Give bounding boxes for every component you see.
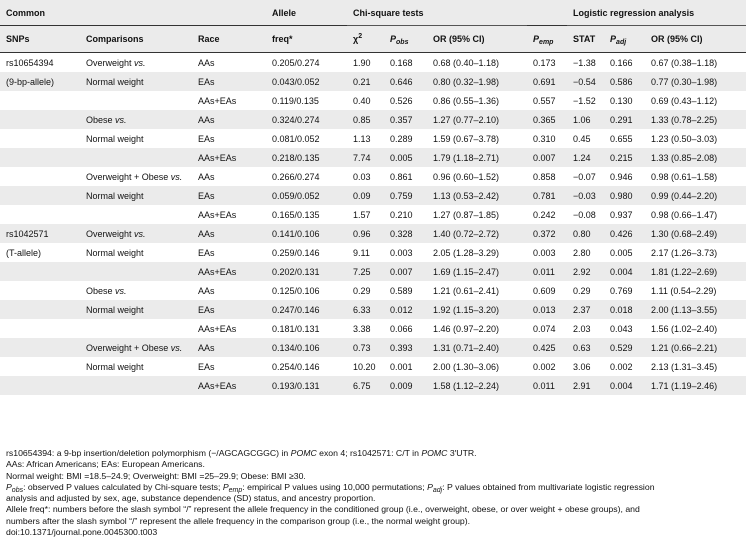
- stat-cell: 1.06: [567, 110, 604, 129]
- allele-freq-cell: 0.202/0.131: [266, 262, 347, 281]
- header-or-ci-2: OR (95% CI): [645, 26, 746, 53]
- p-emp-cell: 0.242: [533, 209, 556, 220]
- allele-freq-cell: 0.181/0.131: [272, 323, 320, 334]
- or-ci-2-cell: 0.98 (0.61–1.58): [651, 171, 718, 182]
- snp-cell: (T-allele): [6, 247, 42, 258]
- race-cell: AAs+EAs: [198, 323, 237, 334]
- race-cell: AAs+EAs: [198, 209, 237, 220]
- or-ci-2-cell: 1.11 (0.54–2.29): [651, 285, 717, 296]
- snp-cell: rs1042571: [0, 224, 80, 243]
- header-freq: freq*: [266, 26, 347, 53]
- p-obs-cell: 0.005: [384, 148, 427, 167]
- p-emp-cell: 0.609: [533, 285, 556, 296]
- p-emp-cell: 0.002: [533, 361, 556, 372]
- table-row: [0, 376, 746, 395]
- table-footnotes: [0, 448, 746, 538]
- header-logistic-group: Logistic regression analysis: [567, 0, 746, 26]
- or-ci-cell: 1.40 (0.72–2.72): [427, 224, 527, 243]
- allele-freq-cell: 0.266/0.274: [272, 171, 320, 182]
- stat-cell: −0.07: [573, 171, 596, 182]
- chi2-cell: 0.03: [353, 171, 371, 182]
- snp-cell: [0, 91, 80, 110]
- chi2-cell: 3.38: [353, 323, 371, 334]
- or-ci-cell: 1.79 (1.18–2.71): [427, 148, 527, 167]
- race-cell: AAs: [198, 171, 215, 182]
- stat-cell: 2.03: [573, 323, 591, 334]
- footnote-race: AAs: African Americans; EAs: European Americans.: [6, 459, 205, 470]
- or-ci-2-cell: 1.33 (0.85–2.08): [645, 148, 746, 167]
- allele-freq-cell: 0.205/0.274: [266, 53, 347, 73]
- or-ci-cell: 1.21 (0.61–2.41): [433, 285, 500, 296]
- or-ci-cell: 1.31 (0.71–2.40): [427, 338, 527, 357]
- stat-cell: −0.03: [567, 186, 604, 205]
- table-row: [0, 167, 746, 186]
- or-ci-cell: 1.92 (1.15–3.20): [427, 300, 527, 319]
- comparison-cell: [80, 319, 192, 338]
- comparison-cell: Normal weight: [80, 300, 192, 319]
- header-stat: STAT: [567, 26, 604, 53]
- race-cell: AAs: [192, 224, 266, 243]
- stat-cell: 0.45: [573, 133, 591, 144]
- header-comparisons: Comparisons: [80, 26, 192, 53]
- comparison-cell: Overweight + Obese vs.: [86, 171, 183, 182]
- or-ci-cell: 1.46 (0.97–2.20): [433, 323, 500, 334]
- p-obs-cell: 0.289: [390, 133, 413, 144]
- chi2-cell: 6.33: [347, 300, 384, 319]
- header-snps: SNPs: [0, 26, 80, 53]
- chi2-cell: 1.13: [353, 133, 371, 144]
- comparison-cell: [80, 205, 192, 224]
- chi2-cell: 7.74: [347, 148, 384, 167]
- p-obs-cell: 0.066: [390, 323, 413, 334]
- or-ci-2-cell: 0.77 (0.30–1.98): [645, 72, 746, 91]
- or-ci-2-cell: 0.67 (0.38–1.18): [645, 53, 746, 73]
- chi2-cell: 9.11: [353, 247, 370, 258]
- race-cell: AAs+EAs: [198, 95, 237, 106]
- comparison-cell: [80, 376, 192, 395]
- allele-freq-cell: 0.254/0.146: [272, 361, 320, 372]
- p-emp-cell: 0.425: [527, 338, 567, 357]
- p-obs-cell: 0.003: [390, 247, 413, 258]
- comparison-cell: Normal weight: [86, 361, 144, 372]
- header-chi-square-group: Chi-square tests: [347, 0, 527, 26]
- header-common: Common: [0, 0, 80, 26]
- comparison-cell: Normal weight: [80, 186, 192, 205]
- race-cell: AAs+EAs: [192, 148, 266, 167]
- p-emp-cell: 0.007: [527, 148, 567, 167]
- p-emp-cell: 0.781: [527, 186, 567, 205]
- footnote-pvalues: $P_{obs}$: observed P values calculated by Chi-square tests; $P_{emp}$: empirical P values using 10,000 permutations; $P_{adj}$: P values obtained from multivariate logistic regression: [6, 481, 655, 494]
- chi2-cell: 0.73: [347, 338, 384, 357]
- p-adj-cell: 0.291: [604, 110, 645, 129]
- snp-cell: [0, 129, 80, 148]
- or-ci-2-cell: 1.21 (0.66–2.21): [645, 338, 746, 357]
- allele-freq-cell: 0.193/0.131: [266, 376, 347, 395]
- or-ci-cell: 1.27 (0.77–2.10): [427, 110, 527, 129]
- race-cell: EAs: [192, 72, 266, 91]
- stat-cell: −1.52: [573, 95, 596, 106]
- or-ci-cell: 0.68 (0.40–1.18): [427, 53, 527, 73]
- stat-cell: 0.63: [567, 338, 604, 357]
- or-ci-2-cell: 1.23 (0.50–3.03): [651, 133, 718, 144]
- footnote-allele-freq-cont: numbers after the slash symbol “/” represent the allele frequency in the comparison group (i.e., the normal weight group).: [6, 515, 471, 526]
- chi2-cell: 0.85: [347, 110, 384, 129]
- p-emp-cell: 0.691: [527, 72, 567, 91]
- table-row: [0, 300, 746, 319]
- p-emp-cell: 0.074: [533, 323, 556, 334]
- p-obs-cell: 0.646: [384, 72, 427, 91]
- chi2-cell: 6.75: [347, 376, 384, 395]
- p-emp-cell: 0.858: [533, 171, 556, 182]
- snp-cell: [0, 148, 80, 167]
- chi2-cell: 10.20: [353, 361, 376, 372]
- table-row: [0, 205, 746, 224]
- snp-cell: [0, 110, 80, 129]
- or-ci-2-cell: 1.71 (1.19–2.46): [645, 376, 746, 395]
- comparison-cell: [80, 91, 192, 110]
- snp-cell: [0, 338, 80, 357]
- snp-cell: [0, 300, 80, 319]
- table-row: [0, 91, 746, 110]
- p-emp-cell: 0.557: [533, 95, 556, 106]
- or-ci-2-cell: 2.13 (1.31–3.45): [651, 361, 718, 372]
- snp-cell: [0, 262, 80, 281]
- chi2-cell: 0.29: [353, 285, 371, 296]
- or-ci-cell: 1.59 (0.67–3.78): [433, 133, 500, 144]
- footnote-bmi: Normal weight: BMI =18.5–24.9; Overweight: BMI =25–29.9; Obese: BMI ≥30.: [6, 470, 306, 481]
- snp-cell: [0, 357, 80, 376]
- comparison-cell: [80, 262, 192, 281]
- or-ci-2-cell: 0.69 (0.43–1.12): [651, 95, 718, 106]
- race-cell: EAs: [198, 133, 215, 144]
- footnote-snps: rs10654394: a 9-bp insertion/deletion polymorphism (−/AGCAGCGGC) in POMC exon 4; rs1042571: C/T in POMC 3′UTR.: [6, 448, 477, 458]
- p-obs-cell: 0.526: [390, 95, 413, 106]
- p-adj-cell: 0.004: [604, 262, 645, 281]
- comparison-cell: Normal weight: [86, 133, 144, 144]
- comparison-cell: Overweight + Obese vs.: [80, 338, 192, 357]
- table-row: [0, 186, 746, 205]
- table-row: [0, 53, 746, 73]
- p-obs-cell: 0.168: [384, 53, 427, 73]
- header-p-emp: $P_{emp}$: [527, 26, 567, 53]
- header-p-adj: $P_{adj}$: [604, 26, 645, 53]
- comparison-cell: [80, 148, 192, 167]
- table-row: [0, 224, 746, 243]
- p-adj-cell: 0.946: [610, 171, 633, 182]
- or-ci-2-cell: 1.81 (1.22–2.69): [645, 262, 746, 281]
- table-row: [0, 281, 746, 300]
- stat-cell: 2.80: [573, 247, 591, 258]
- race-cell: EAs: [192, 300, 266, 319]
- p-adj-cell: 0.018: [604, 300, 645, 319]
- p-adj-cell: 0.004: [604, 376, 645, 395]
- p-obs-cell: 0.759: [384, 186, 427, 205]
- doi-link[interactable]: doi:10.1371/journal.pone.0045300.t003: [6, 527, 158, 538]
- allele-freq-cell: 0.165/0.135: [272, 209, 320, 220]
- race-cell: AAs+EAs: [192, 376, 266, 395]
- comparison-cell: Normal weight: [80, 72, 192, 91]
- race-cell: EAs: [198, 247, 215, 258]
- p-obs-cell: 0.589: [390, 285, 413, 296]
- allele-freq-cell: 0.259/0.146: [272, 247, 320, 258]
- or-ci-2-cell: 1.33 (0.78–2.25): [645, 110, 746, 129]
- snp-cell: rs10654394: [0, 53, 80, 73]
- race-cell: AAs+EAs: [192, 262, 266, 281]
- race-cell: AAs: [192, 338, 266, 357]
- chi2-cell: 0.96: [347, 224, 384, 243]
- p-emp-cell: 0.011: [527, 376, 567, 395]
- snp-cell: (9-bp-allele): [0, 72, 80, 91]
- stat-cell: 0.80: [567, 224, 604, 243]
- table-row: [0, 262, 746, 281]
- p-adj-cell: 0.655: [610, 133, 633, 144]
- p-adj-cell: 0.586: [604, 72, 645, 91]
- p-adj-cell: 0.215: [604, 148, 645, 167]
- stat-cell: 3.06: [573, 361, 591, 372]
- p-adj-cell: 0.937: [610, 209, 633, 220]
- or-ci-cell: 1.58 (1.12–2.24): [427, 376, 527, 395]
- p-obs-cell: 0.357: [384, 110, 427, 129]
- p-obs-cell: 0.861: [390, 171, 413, 182]
- header-row-2: [0, 26, 746, 53]
- allele-freq-cell: 0.218/0.135: [266, 148, 347, 167]
- race-cell: EAs: [198, 361, 215, 372]
- table-row: [0, 243, 746, 262]
- chi2-cell: 1.90: [347, 53, 384, 73]
- p-emp-cell: 0.372: [527, 224, 567, 243]
- or-ci-cell: 0.96 (0.60–1.52): [433, 171, 500, 182]
- allele-freq-cell: 0.247/0.146: [266, 300, 347, 319]
- p-adj-cell: 0.130: [610, 95, 633, 106]
- chi2-cell: 1.57: [353, 209, 371, 220]
- stat-cell: −0.54: [567, 72, 604, 91]
- chi2-cell: 0.09: [347, 186, 384, 205]
- snp-cell: [0, 281, 80, 300]
- or-ci-cell: 0.86 (0.55–1.36): [433, 95, 500, 106]
- p-emp-cell: 0.310: [533, 133, 556, 144]
- or-ci-cell: 1.27 (0.87–1.85): [433, 209, 500, 220]
- allele-freq-cell: 0.119/0.135: [272, 95, 319, 106]
- p-adj-cell: 0.529: [604, 338, 645, 357]
- p-emp-cell: 0.365: [527, 110, 567, 129]
- p-adj-cell: 0.043: [610, 323, 633, 334]
- p-emp-cell: 0.003: [533, 247, 556, 258]
- race-cell: AAs: [192, 110, 266, 129]
- comparison-cell: Obese vs.: [80, 110, 192, 129]
- p-obs-cell: 0.007: [384, 262, 427, 281]
- p-emp-cell: 0.173: [527, 53, 567, 73]
- table-row: [0, 357, 746, 376]
- p-adj-cell: 0.002: [610, 361, 633, 372]
- stat-cell: 2.91: [567, 376, 604, 395]
- allele-freq-cell: 0.141/0.106: [266, 224, 347, 243]
- snp-cell: [0, 319, 80, 338]
- footnote-pvalues-cont: analysis and adjusted by sex, age, substance dependence (SD) status, and ancestry proportion.: [6, 493, 376, 504]
- table-row: [0, 129, 746, 148]
- or-ci-2-cell: 2.00 (1.13–3.55): [645, 300, 746, 319]
- race-cell: EAs: [192, 186, 266, 205]
- stat-cell: −1.38: [567, 53, 604, 73]
- p-adj-cell: 0.005: [610, 247, 633, 258]
- table-row: [0, 110, 746, 129]
- allele-freq-cell: 0.324/0.274: [266, 110, 347, 129]
- p-obs-cell: 0.210: [390, 209, 413, 220]
- p-obs-cell: 0.012: [384, 300, 427, 319]
- chi2-cell: 7.25: [347, 262, 384, 281]
- stat-cell: 2.37: [567, 300, 604, 319]
- race-cell: AAs: [198, 285, 215, 296]
- p-adj-cell: 0.980: [604, 186, 645, 205]
- p-obs-cell: 0.001: [390, 361, 413, 372]
- p-emp-cell: 0.013: [527, 300, 567, 319]
- p-adj-cell: 0.166: [604, 53, 645, 73]
- footnote-allele-freq: Allele freq*: numbers before the slash symbol “/” represent the allele frequency in the conditioned group (i.e., overweight, obese, or over weight + obese groups), and: [6, 504, 640, 515]
- header-or-ci: OR (95% CI): [427, 26, 527, 53]
- or-ci-2-cell: 1.30 (0.68–2.49): [645, 224, 746, 243]
- comparison-cell: Overweight vs.: [80, 53, 192, 73]
- header-allele: Allele: [266, 0, 347, 26]
- p-obs-cell: 0.328: [384, 224, 427, 243]
- p-obs-cell: 0.393: [384, 338, 427, 357]
- comparison-cell: Overweight vs.: [80, 224, 192, 243]
- stat-cell: 2.92: [567, 262, 604, 281]
- allele-freq-cell: 0.081/0.052: [272, 133, 320, 144]
- or-ci-2-cell: 0.99 (0.44–2.20): [645, 186, 746, 205]
- p-adj-cell: 0.426: [604, 224, 645, 243]
- or-ci-cell: 2.05 (1.28–3.29): [433, 247, 500, 258]
- header-chi2: $\chi^2$: [347, 26, 384, 53]
- or-ci-cell: 1.69 (1.15–2.47): [427, 262, 527, 281]
- allele-freq-cell: 0.134/0.106: [266, 338, 347, 357]
- snp-cell: [0, 205, 80, 224]
- snp-cell: [0, 167, 80, 186]
- table-row: [0, 338, 746, 357]
- p-obs-cell: 0.009: [384, 376, 427, 395]
- table-row: [0, 148, 746, 167]
- allele-freq-cell: 0.059/0.052: [266, 186, 347, 205]
- snp-cell: [0, 186, 80, 205]
- allele-freq-cell: 0.125/0.106: [272, 285, 320, 296]
- snp-cell: [0, 376, 80, 395]
- stat-cell: −0.08: [573, 209, 596, 220]
- or-ci-cell: 2.00 (1.30–3.06): [433, 361, 500, 372]
- stat-cell: 1.24: [567, 148, 604, 167]
- allele-freq-cell: 0.043/0.052: [266, 72, 347, 91]
- race-cell: AAs: [192, 53, 266, 73]
- or-ci-2-cell: 0.98 (0.66–1.47): [651, 209, 718, 220]
- or-ci-2-cell: 1.56 (1.02–2.40): [651, 323, 718, 334]
- header-race: Race: [192, 26, 266, 53]
- chi2-cell: 0.40: [353, 95, 371, 106]
- p-emp-cell: 0.011: [527, 262, 567, 281]
- comparison-cell: Obese vs.: [86, 285, 127, 296]
- or-ci-2-cell: 2.17 (1.26–3.73): [651, 247, 718, 258]
- header-row-1: [0, 0, 746, 26]
- p-adj-cell: 0.769: [610, 285, 633, 296]
- stat-cell: 0.29: [573, 285, 591, 296]
- header-p-obs: $P_{obs}$: [384, 26, 427, 53]
- table-row: [0, 319, 746, 338]
- table-row: [0, 72, 746, 91]
- or-ci-cell: 1.13 (0.53–2.42): [427, 186, 527, 205]
- chi2-cell: 0.21: [347, 72, 384, 91]
- or-ci-cell: 0.80 (0.32–1.98): [427, 72, 527, 91]
- comparison-cell: Normal weight: [86, 247, 144, 258]
